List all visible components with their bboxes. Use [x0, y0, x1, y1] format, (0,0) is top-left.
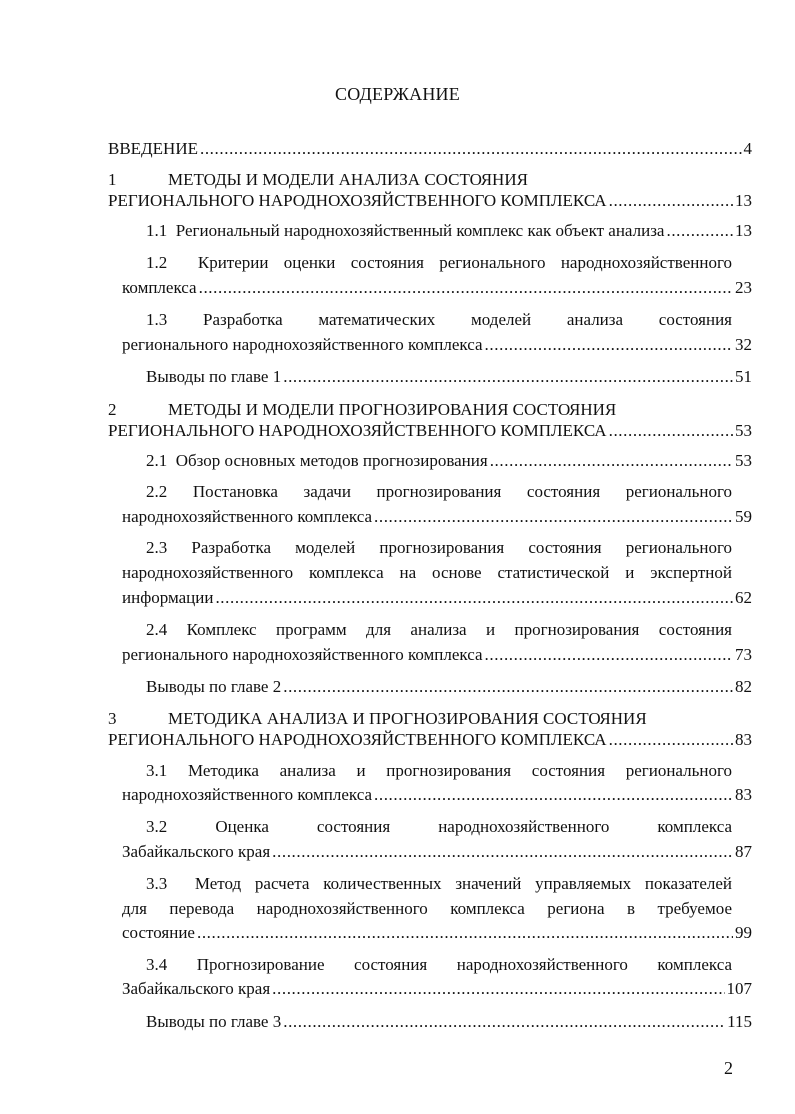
dot-leader [609, 420, 733, 442]
chapter-title-line: МЕТОДИКА АНАЛИЗА И ПРОГНОЗИРОВАНИЯ СОСТОЯНИЯ [168, 709, 647, 728]
section-title: Постановка задачи прогнозирования состояния регионального [192, 482, 733, 501]
section-number: 1.3 [146, 310, 168, 329]
toc-entry-conclusion-3[interactable] [146, 1011, 752, 1033]
dot-leader [374, 784, 733, 806]
dot-leader [200, 138, 742, 160]
section-title: народнохозяйственного комплекса на основе статистической и экспертной [122, 563, 732, 582]
toc-entry-3-3[interactable] [146, 873, 732, 895]
toc-page-number: 53 [735, 451, 752, 470]
toc-page-number: 83 [735, 785, 752, 804]
chapter-number: 1 [108, 170, 117, 189]
toc-page-number: 87 [735, 842, 752, 861]
section-title: состояние [122, 923, 195, 942]
section-number: 3.3 [146, 874, 168, 893]
toc-page-number: 23 [735, 278, 752, 297]
section-title: Обзор основных методов прогнозирования [175, 451, 488, 470]
section-title: Оценка состояния народнохозяйственного комплекса [215, 817, 733, 836]
section-title: народнохозяйственного комплекса [122, 785, 372, 804]
toc-page-number: 59 [735, 507, 752, 526]
conclusion-label: Выводы по главе 2 [146, 677, 282, 696]
toc-page-number: 13 [735, 191, 752, 210]
toc-entry-2-4[interactable] [146, 619, 732, 641]
toc-page-number: 115 [727, 1012, 752, 1031]
section-title: регионального народнохозяйственного комплекса [122, 335, 483, 354]
page-title: СОДЕРЖАНИЕ [335, 84, 460, 104]
toc-entry-intro[interactable] [108, 138, 752, 160]
toc-entry-1-3[interactable] [146, 309, 732, 331]
dot-leader [485, 644, 733, 666]
dot-leader [609, 190, 733, 212]
toc-entry-1-1[interactable] [146, 220, 752, 242]
chapter-2-heading[interactable] [108, 399, 752, 421]
chapter-3-heading-line2[interactable] [108, 729, 752, 751]
toc-entry-3-3-cont2[interactable] [122, 922, 752, 944]
toc-page-number: 4 [743, 139, 752, 158]
toc-page-number: 51 [735, 367, 752, 386]
dot-leader [272, 841, 733, 863]
dot-leader [283, 1011, 725, 1033]
section-number: 3.2 [146, 817, 168, 836]
toc-page-number: 99 [735, 923, 752, 942]
toc-entry-3-1-cont[interactable] [122, 784, 752, 806]
section-title: Разработка моделей прогнозирования состояния регионального [191, 538, 732, 557]
toc-page-number: 13 [735, 221, 752, 240]
section-number: 1.1 [146, 221, 168, 240]
section-number: 1.2 [146, 253, 168, 272]
toc-entry-2-3-cont2[interactable] [122, 587, 752, 609]
toc-page-number: 53 [735, 421, 752, 440]
toc-entry-2-4-cont[interactable] [122, 644, 752, 666]
section-title: Разработка математических моделей анализа состояния [202, 310, 732, 329]
toc-entry-1-2-cont[interactable] [122, 277, 752, 299]
section-number: 3.1 [146, 761, 168, 780]
dot-leader [374, 506, 733, 528]
section-title: Методика анализа и прогнозирования состояния регионального [187, 761, 733, 780]
section-title: Метод расчета количественных значений управляемых показателей [194, 874, 732, 893]
chapter-3-heading[interactable] [108, 708, 752, 730]
toc-entry-2-1[interactable] [146, 450, 752, 472]
toc-page-number: 62 [735, 588, 752, 607]
toc-entry-3-4-cont[interactable] [122, 978, 752, 1000]
chapter-1-heading-line2[interactable] [108, 190, 752, 212]
chapter-number: 2 [108, 400, 117, 419]
dot-leader [197, 922, 733, 944]
chapter-title-line: РЕГИОНАЛЬНОГО НАРОДНОХОЗЯЙСТВЕННОГО КОМПЛЕКСА [108, 421, 607, 440]
section-title: Критерии оценки состояния регионального народнохозяйственного [197, 253, 732, 272]
section-title: Региональный народнохозяйственный комплекс как объект анализа [175, 221, 665, 240]
dot-leader [215, 587, 733, 609]
chapter-title-line: МЕТОДЫ И МОДЕЛИ АНАЛИЗА СОСТОЯНИЯ [168, 170, 528, 189]
toc-entry-conclusion-1[interactable] [146, 366, 752, 388]
dot-leader [283, 366, 733, 388]
section-number: 3.4 [146, 955, 168, 974]
section-number: 2.3 [146, 538, 168, 557]
chapter-2-heading-line2[interactable] [108, 420, 752, 442]
page-number: 2 [724, 1058, 733, 1078]
toc-entry-2-2-cont[interactable] [122, 506, 752, 528]
dot-leader [283, 676, 733, 698]
section-title: для перевода народнохозяйственного комплекса региона в требуемое [122, 899, 732, 918]
section-title: информации [122, 588, 214, 607]
section-number: 2.1 [146, 451, 168, 470]
chapter-number: 3 [108, 709, 117, 728]
chapter-title-line: РЕГИОНАЛЬНОГО НАРОДНОХОЗЯЙСТВЕННОГО КОМПЛЕКСА [108, 730, 607, 749]
toc-page-number: 83 [735, 730, 752, 749]
dot-leader [609, 729, 733, 751]
toc-entry-3-2[interactable] [146, 816, 732, 838]
conclusion-label: Выводы по главе 1 [146, 367, 282, 386]
toc-entry-3-2-cont[interactable] [122, 841, 752, 863]
section-number: 2.4 [146, 620, 168, 639]
section-title: народнохозяйственного комплекса [122, 507, 372, 526]
toc-entry-3-1[interactable] [146, 760, 732, 782]
toc-entry-conclusion-2[interactable] [146, 676, 752, 698]
toc-page-number: 73 [735, 645, 752, 664]
toc-entry-3-3-cont[interactable] [122, 898, 732, 920]
chapter-title-line: МЕТОДЫ И МОДЕЛИ ПРОГНОЗИРОВАНИЯ СОСТОЯНИЯ [168, 400, 617, 419]
toc-entry-2-2[interactable] [146, 481, 732, 503]
toc-page-number: 82 [735, 677, 752, 696]
toc-entry-label: ВВЕДЕНИЕ [108, 139, 198, 158]
section-title: комплекса [122, 278, 197, 297]
dot-leader [666, 220, 733, 242]
section-title: Забайкальского края [122, 979, 271, 998]
conclusion-label: Выводы по главе 3 [146, 1012, 282, 1031]
section-number: 2.2 [146, 482, 168, 501]
section-title: Комплекс программ для анализа и прогнозирования состояния [186, 620, 733, 639]
toc-entry-2-3-cont[interactable] [122, 562, 732, 584]
toc-page-number: 107 [726, 979, 752, 998]
dot-leader [485, 334, 733, 356]
chapter-1-heading[interactable] [108, 169, 752, 191]
toc-page-number: 32 [735, 335, 752, 354]
toc-entry-1-3-cont[interactable] [122, 334, 752, 356]
section-title: Прогнозирование состояния народнохозяйственного комплекса [196, 955, 733, 974]
toc-entry-2-3[interactable] [146, 537, 732, 559]
section-title: Забайкальского края [122, 842, 271, 861]
toc-entry-1-2[interactable] [146, 252, 732, 274]
toc-entry-3-4[interactable] [146, 954, 732, 976]
chapter-title-line: РЕГИОНАЛЬНОГО НАРОДНОХОЗЯЙСТВЕННОГО КОМПЛЕКСА [108, 191, 607, 210]
dot-leader [272, 978, 724, 1000]
section-title: регионального народнохозяйственного комплекса [122, 645, 483, 664]
dot-leader [199, 277, 733, 299]
dot-leader [490, 450, 733, 472]
